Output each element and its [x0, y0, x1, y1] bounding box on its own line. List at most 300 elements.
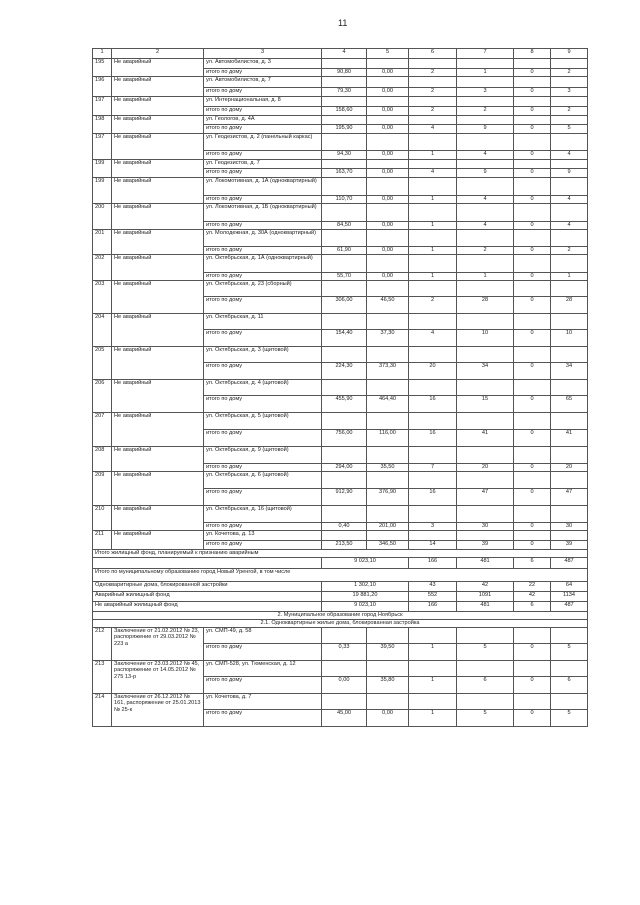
empty-cell	[409, 472, 457, 489]
value-a: 0,40	[322, 523, 367, 531]
empty-cell	[409, 661, 457, 677]
value-c: 1	[409, 644, 457, 661]
row-status: Не аварийный	[112, 230, 204, 255]
table-row	[93, 661, 588, 677]
row-number: 214	[93, 694, 112, 727]
empty-cell	[322, 628, 367, 644]
value-a: 110,70	[322, 196, 367, 204]
row-address: ул. Автомобилистов, д. 3	[204, 59, 322, 69]
empty-cell	[514, 59, 551, 69]
city-total-label: Итого по муниципальному образованию город Новый Уренгой, в том числе	[93, 569, 588, 582]
summary-label: Однокваритирные дома, блокированной застройки	[93, 582, 322, 592]
value-a: 0,00	[322, 677, 367, 694]
value-b: 0,00	[367, 247, 409, 255]
value-d: 5	[457, 644, 514, 661]
empty-cell	[409, 116, 457, 125]
table-row	[93, 204, 588, 222]
row-address: ул. Октябрьская, д. 3 (щитовой)	[204, 347, 322, 363]
value-c: 1	[409, 247, 457, 255]
table-row	[93, 77, 588, 88]
row-address: ул. Октябрьская, д. 11	[204, 314, 322, 330]
table-row	[93, 472, 588, 489]
summary-d: 481	[457, 602, 514, 612]
empty-cell	[322, 694, 367, 710]
value-f: 9	[551, 169, 588, 178]
row-number: 200	[93, 204, 112, 230]
value-a: 224,30	[322, 363, 367, 380]
row-address: ул. Октябрьская, д. 5 (щитовой)	[204, 413, 322, 430]
value-e: 0	[514, 69, 551, 77]
row-address: ул. Октябрьская, д. 4 (щитовой)	[204, 380, 322, 396]
summary-f: 64	[551, 582, 588, 592]
subsection-title: 2.1. Одноквартирные жилые дома, блокированная застройка	[93, 620, 588, 628]
empty-cell	[551, 413, 588, 430]
empty-cell	[367, 628, 409, 644]
empty-cell	[409, 447, 457, 464]
value-a: 756,00	[322, 430, 367, 447]
value-d: 10	[457, 330, 514, 347]
table-row	[93, 281, 588, 297]
row-number: 210	[93, 506, 112, 531]
empty-cell	[551, 204, 588, 222]
table-row	[93, 97, 588, 107]
value-e: 0	[514, 363, 551, 380]
row-address: ул. Геодезистов, д. 2 (панельный каркас)	[204, 134, 322, 151]
empty-cell	[514, 230, 551, 247]
empty-cell	[367, 281, 409, 297]
empty-cell	[367, 160, 409, 169]
table-row	[93, 347, 588, 363]
empty-cell	[457, 230, 514, 247]
value-c: 1	[409, 677, 457, 694]
header-cell: 2	[112, 49, 204, 59]
row-status: Не аварийный	[112, 255, 204, 281]
row-status: Не аварийный	[112, 97, 204, 116]
row-total-label: итого по дому	[204, 69, 322, 77]
row-total-label: итого по дому	[204, 464, 322, 472]
value-a: 90,80	[322, 69, 367, 77]
value-c: 20	[409, 363, 457, 380]
empty-cell	[514, 160, 551, 169]
empty-cell	[551, 281, 588, 297]
empty-cell	[457, 413, 514, 430]
value-c: 3	[409, 523, 457, 531]
row-number: 212	[93, 628, 112, 661]
empty-cell	[322, 178, 367, 196]
row-number: 199	[93, 178, 112, 204]
table-row	[93, 380, 588, 396]
empty-cell	[457, 628, 514, 644]
value-a: 0,33	[322, 644, 367, 661]
value-b: 0,00	[367, 169, 409, 178]
value-d: 6	[457, 677, 514, 694]
empty-cell	[322, 134, 367, 151]
fund-total-c: 166	[409, 558, 457, 569]
empty-cell	[367, 531, 409, 541]
summary-e: 6	[514, 602, 551, 612]
empty-cell	[514, 314, 551, 330]
row-address: ул. Октябрьская, д. 9 (щитовой)	[204, 447, 322, 464]
row-address: ул. Локомотивная, д. 1А (одноквартирный)	[204, 178, 322, 196]
row-number: 209	[93, 472, 112, 506]
housing-table	[92, 48, 588, 727]
empty-cell	[551, 314, 588, 330]
table-row	[93, 134, 588, 151]
fund-total-row	[93, 550, 588, 558]
city-total-row	[93, 569, 588, 582]
value-e: 0	[514, 107, 551, 116]
summary-row	[93, 592, 588, 602]
value-e: 0	[514, 677, 551, 694]
value-e: 0	[514, 710, 551, 727]
empty-cell	[551, 255, 588, 273]
empty-cell	[322, 116, 367, 125]
row-total-label: итого по дому	[204, 196, 322, 204]
empty-cell	[514, 77, 551, 88]
empty-cell	[457, 380, 514, 396]
empty-cell	[514, 531, 551, 541]
value-f: 65	[551, 396, 588, 413]
value-a: 912,90	[322, 489, 367, 506]
value-c: 1	[409, 710, 457, 727]
value-e: 0	[514, 644, 551, 661]
table-row	[93, 531, 588, 541]
empty-cell	[457, 178, 514, 196]
empty-cell	[367, 472, 409, 489]
row-total-label: итого по дому	[204, 247, 322, 255]
row-total-label: итого по дому	[204, 297, 322, 314]
header-cell: 8	[514, 49, 551, 59]
value-f: 10	[551, 330, 588, 347]
row-total-label: итого по дому	[204, 489, 322, 506]
summary-c: 43	[409, 582, 457, 592]
value-e: 0	[514, 297, 551, 314]
row-number: 206	[93, 380, 112, 413]
value-c: 16	[409, 396, 457, 413]
row-total-label: итого по дому	[204, 710, 322, 727]
row-number: 195	[93, 59, 112, 77]
value-a: 154,40	[322, 330, 367, 347]
value-f: 3	[551, 88, 588, 97]
empty-cell	[367, 413, 409, 430]
row-status: Не аварийный	[112, 472, 204, 506]
empty-cell	[322, 314, 367, 330]
fund-total-a: 9 023,10	[322, 558, 409, 569]
empty-cell	[322, 160, 367, 169]
empty-cell	[514, 447, 551, 464]
empty-cell	[457, 134, 514, 151]
empty-cell	[409, 59, 457, 69]
value-d: 2	[457, 107, 514, 116]
section-title: 2. Муниципальное образование город Ноябрьск	[93, 612, 588, 620]
row-status: Не аварийный	[112, 134, 204, 160]
value-b: 37,30	[367, 330, 409, 347]
empty-cell	[367, 255, 409, 273]
empty-cell	[322, 447, 367, 464]
value-b: 35,80	[367, 677, 409, 694]
empty-cell	[367, 380, 409, 396]
value-f: 4	[551, 222, 588, 230]
empty-cell	[409, 230, 457, 247]
empty-cell	[551, 347, 588, 363]
table-row	[93, 413, 588, 430]
empty-cell	[322, 661, 367, 677]
value-d: 47	[457, 489, 514, 506]
table-row	[93, 255, 588, 273]
empty-cell	[514, 281, 551, 297]
empty-cell	[551, 59, 588, 69]
value-e: 0	[514, 464, 551, 472]
value-e: 0	[514, 523, 551, 531]
table-row	[93, 628, 588, 644]
row-total-label: итого по дому	[204, 222, 322, 230]
row-number: 196	[93, 77, 112, 97]
row-number: 197	[93, 134, 112, 160]
value-e: 0	[514, 88, 551, 97]
row-number: 203	[93, 281, 112, 314]
value-b: 0,00	[367, 196, 409, 204]
row-address: ул. Автомобилистов, д. 7	[204, 77, 322, 88]
value-b: 0,00	[367, 273, 409, 281]
value-b: 0,00	[367, 107, 409, 116]
value-e: 0	[514, 541, 551, 550]
value-e: 0	[514, 330, 551, 347]
page-number: 11	[338, 18, 348, 28]
empty-cell	[551, 694, 588, 710]
value-f: 47	[551, 489, 588, 506]
summary-e: 42	[514, 592, 551, 602]
table-row	[93, 116, 588, 125]
empty-cell	[367, 97, 409, 107]
empty-cell	[514, 347, 551, 363]
value-d: 1	[457, 69, 514, 77]
empty-cell	[367, 230, 409, 247]
value-b: 201,00	[367, 523, 409, 531]
table-row	[93, 178, 588, 196]
empty-cell	[514, 472, 551, 489]
row-number: 207	[93, 413, 112, 447]
empty-cell	[551, 506, 588, 523]
empty-cell	[322, 204, 367, 222]
row-status: Не аварийный	[112, 160, 204, 178]
empty-cell	[514, 694, 551, 710]
header-cell: 7	[457, 49, 514, 59]
row-status: Не аварийный	[112, 204, 204, 230]
empty-cell	[551, 472, 588, 489]
summary-d: 1091	[457, 592, 514, 602]
value-a: 294,00	[322, 464, 367, 472]
row-status: Не аварийный	[112, 314, 204, 347]
table-row	[93, 506, 588, 523]
row-number: 201	[93, 230, 112, 255]
row-number: 213	[93, 661, 112, 694]
empty-cell	[367, 506, 409, 523]
empty-cell	[457, 531, 514, 541]
value-b: 376,90	[367, 489, 409, 506]
summary-row	[93, 582, 588, 592]
value-b: 0,00	[367, 151, 409, 160]
row-total-label: итого по дому	[204, 107, 322, 116]
row-address: ул. Геологов, д. 4А	[204, 116, 322, 125]
row-decision: Заключение от 26.12.2012 № 161, распоряжение от 25.01.2013 № 25-к	[112, 694, 204, 727]
row-address: ул. Октябрьская, д. 23 (сборный)	[204, 281, 322, 297]
header-cell: 3	[204, 49, 322, 59]
value-a: 84,50	[322, 222, 367, 230]
value-b: 0,00	[367, 69, 409, 77]
row-total-label: итого по дому	[204, 88, 322, 97]
empty-cell	[367, 77, 409, 88]
value-f: 2	[551, 107, 588, 116]
summary-a: 1 302,10	[322, 582, 409, 592]
value-a: 163,70	[322, 169, 367, 178]
empty-cell	[322, 59, 367, 69]
value-c: 16	[409, 489, 457, 506]
row-address: ул. Кочетова, д. 13	[204, 531, 322, 541]
empty-cell	[457, 281, 514, 297]
value-c: 1	[409, 151, 457, 160]
empty-cell	[457, 97, 514, 107]
table-row	[93, 447, 588, 464]
empty-cell	[551, 628, 588, 644]
value-f: 5	[551, 125, 588, 134]
row-address: ул. Молодежная, д. 30А (одноквартирный)	[204, 230, 322, 247]
value-b: 39,50	[367, 644, 409, 661]
empty-cell	[514, 628, 551, 644]
value-d: 3	[457, 88, 514, 97]
value-b: 46,50	[367, 297, 409, 314]
value-a: 45,00	[322, 710, 367, 727]
header-cell: 6	[409, 49, 457, 59]
empty-cell	[409, 314, 457, 330]
fund-total-e: 6	[514, 558, 551, 569]
value-f: 34	[551, 363, 588, 380]
value-f: 6	[551, 677, 588, 694]
value-f: 4	[551, 196, 588, 204]
summary-c: 552	[409, 592, 457, 602]
value-e: 0	[514, 247, 551, 255]
empty-cell	[457, 506, 514, 523]
row-status: Не аварийный	[112, 531, 204, 550]
summary-a: 9 023,10	[322, 602, 409, 612]
empty-cell	[409, 255, 457, 273]
value-d: 4	[457, 196, 514, 204]
row-address: ул. Локомотивная, д. 1Б (одноквартирный)	[204, 204, 322, 222]
row-total-label: итого по дому	[204, 169, 322, 178]
value-c: 4	[409, 169, 457, 178]
value-e: 0	[514, 169, 551, 178]
empty-cell	[457, 472, 514, 489]
empty-cell	[322, 97, 367, 107]
row-total-label: итого по дому	[204, 644, 322, 661]
row-total-label: итого по дому	[204, 363, 322, 380]
row-address: ул. Геодезистов, д. 7	[204, 160, 322, 169]
value-b: 116,00	[367, 430, 409, 447]
summary-e: 22	[514, 582, 551, 592]
header-cell: 4	[322, 49, 367, 59]
empty-cell	[409, 347, 457, 363]
empty-cell	[514, 506, 551, 523]
value-c: 2	[409, 69, 457, 77]
value-c: 7	[409, 464, 457, 472]
value-d: 4	[457, 151, 514, 160]
empty-cell	[367, 178, 409, 196]
empty-cell	[93, 558, 322, 569]
value-f: 2	[551, 69, 588, 77]
empty-cell	[409, 134, 457, 151]
value-e: 0	[514, 151, 551, 160]
value-d: 34	[457, 363, 514, 380]
empty-cell	[409, 178, 457, 196]
empty-cell	[409, 628, 457, 644]
row-number: 198	[93, 116, 112, 134]
empty-cell	[457, 204, 514, 222]
empty-cell	[514, 661, 551, 677]
value-d: 4	[457, 222, 514, 230]
fund-total-d: 481	[457, 558, 514, 569]
value-b: 35,50	[367, 464, 409, 472]
row-total-label: итого по дому	[204, 396, 322, 413]
value-d: 1	[457, 273, 514, 281]
value-f: 5	[551, 644, 588, 661]
row-number: 202	[93, 255, 112, 281]
value-d: 41	[457, 430, 514, 447]
value-a: 213,50	[322, 541, 367, 550]
empty-cell	[514, 380, 551, 396]
row-total-label: итого по дому	[204, 541, 322, 550]
value-c: 1	[409, 196, 457, 204]
header-row	[93, 49, 588, 59]
value-a: 61,90	[322, 247, 367, 255]
empty-cell	[409, 531, 457, 541]
value-e: 0	[514, 396, 551, 413]
row-total-label: итого по дому	[204, 330, 322, 347]
empty-cell	[514, 413, 551, 430]
value-b: 0,00	[367, 222, 409, 230]
row-total-label: итого по дому	[204, 430, 322, 447]
value-e: 0	[514, 222, 551, 230]
empty-cell	[514, 116, 551, 125]
row-status: Не аварийный	[112, 59, 204, 77]
empty-cell	[367, 347, 409, 363]
value-b: 464,40	[367, 396, 409, 413]
value-b: 346,50	[367, 541, 409, 550]
value-d: 15	[457, 396, 514, 413]
empty-cell	[409, 281, 457, 297]
row-status: Не аварийный	[112, 506, 204, 531]
value-b: 0,00	[367, 710, 409, 727]
value-f: 30	[551, 523, 588, 531]
summary-row	[93, 602, 588, 612]
empty-cell	[551, 97, 588, 107]
value-f: 20	[551, 464, 588, 472]
value-e: 0	[514, 125, 551, 134]
empty-cell	[409, 506, 457, 523]
empty-cell	[409, 380, 457, 396]
header-cell: 5	[367, 49, 409, 59]
row-status: Не аварийный	[112, 178, 204, 204]
empty-cell	[551, 178, 588, 196]
empty-cell	[457, 447, 514, 464]
empty-cell	[322, 255, 367, 273]
empty-cell	[514, 178, 551, 196]
row-number: 208	[93, 447, 112, 472]
row-decision: Заключение от 23.03.2012 № 45, распоряжение от 14.05.2012 № 275 13-р	[112, 661, 204, 694]
row-number: 204	[93, 314, 112, 347]
value-c: 2	[409, 107, 457, 116]
table-body	[93, 49, 588, 727]
row-address: ул. СМП-49, д. 58	[204, 628, 322, 644]
empty-cell	[409, 160, 457, 169]
